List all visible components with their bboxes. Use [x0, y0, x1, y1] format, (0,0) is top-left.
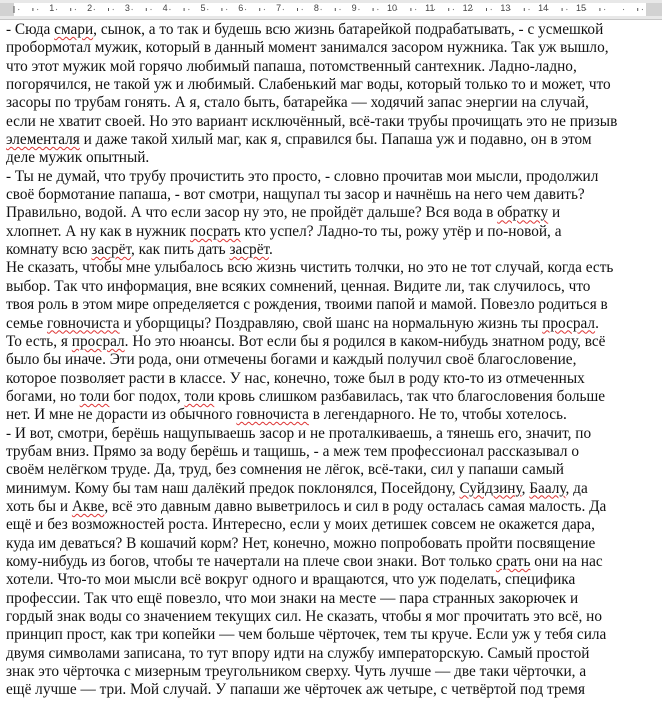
- ruler-number: 12: [462, 3, 473, 13]
- ruler-minor-dot: [18, 9, 19, 10]
- ruler-minor-dot: [132, 9, 133, 10]
- ruler-minor-dot: [264, 9, 265, 10]
- ruler-minor-dot: [339, 9, 340, 10]
- text-line: комнату всю засрёт, как пить дать засрёт.: [6, 241, 273, 259]
- ruler-number: 1: [49, 3, 55, 13]
- ruler-minor-dot: [321, 9, 322, 10]
- ruler-number: 4: [162, 3, 168, 13]
- ruler-number: 14: [538, 3, 549, 13]
- ruler-minor-dot: [623, 9, 624, 10]
- text-line: куда им деваться? В кошачий корм? Нет, конечно, можно попробовать пройти посвящение: [6, 534, 596, 552]
- spellcheck-flagged-word[interactable]: просрал: [71, 332, 125, 350]
- spellcheck-flagged-word[interactable]: срать: [495, 552, 531, 570]
- text-line: двумя символами записана, то тут впору идти на службу императорскую. Самый простой: [6, 644, 590, 662]
- text-line: хоть бы и Акве, всё это давным давно выветрилось и сил в роду осталась самая малость. Да: [6, 497, 607, 515]
- text-line: нет. И мне не дорасти из обычного говночиста в легендарного. Не то, чтобы хотелось.: [6, 406, 567, 424]
- ruler-number: 10: [386, 3, 398, 13]
- ruler-minor-dot: [169, 9, 170, 10]
- ruler-number: 11: [425, 3, 435, 13]
- spellcheck-flagged-word[interactable]: посрать: [189, 222, 241, 240]
- text-line: хлопнет. А ну как в нужник посрать кто успел? Ладно-то ты, рожу утёр и по-новой, а: [6, 222, 562, 240]
- text-line: Правильно, водой. А что если засор ну это, не пройдёт дальше? Вся вода в обратку и: [6, 204, 561, 222]
- text-line: погорячился, не такой уж и любимый. Слабенький маг воды, который только то и может, что: [6, 76, 611, 94]
- document-page[interactable]: [0, 20, 662, 705]
- spellcheck-flagged-word[interactable]: засрёт: [229, 241, 270, 259]
- ruler-minor-dot: [188, 9, 189, 10]
- ruler-minor-dot: [150, 9, 151, 10]
- ruler-minor-dot: [56, 9, 57, 10]
- text-line: своё бормотание папаша, - вот смотри, нащупал ты засор и начнёшь на него чем давить?: [6, 186, 585, 204]
- spellcheck-flagged-word[interactable]: смари: [54, 21, 94, 38]
- ruler-minor-dot: [642, 9, 643, 10]
- text-line: если не хватит своей. Но это вариант исключённый, всё-таки трубы прочищать это не призыв: [6, 112, 618, 130]
- ruler-minor-dot: [226, 9, 227, 10]
- text-line: хотели. Что-то мои мысли всё вокруг одного и вращаются, что уж поделать, специфика: [6, 571, 576, 589]
- spellcheck-flagged-word[interactable]: говночиста: [47, 314, 120, 332]
- text-line: кому-нибудь из богов, чтобы те начертали на плече свои знаки. Вот только срать они на нас: [6, 552, 603, 570]
- spellcheck-flagged-word[interactable]: обратку: [497, 204, 549, 222]
- text-line: пробормотал мужик, который в данный момент занимался засором нужника. Так уж вышло,: [6, 39, 609, 57]
- ruler-minor-dot: [245, 9, 246, 10]
- ruler-minor-dot: [75, 9, 76, 10]
- text-line: ещё лучше — три. Мой случай. У папаши же чёрточек аж четыре, с четвёртой под тремя: [6, 681, 585, 699]
- text-line: своём нелёгком труде. Да, труд, без сомнения не лёгок, всё-таки, сил у папаши самый: [6, 461, 564, 479]
- text-line: семье говночиста и уборщицы? Поздравляю, свой шанс на нормальную жизнь ты просрал.: [6, 314, 599, 332]
- ruler-number: 8: [313, 3, 319, 13]
- text-line: гордый знак воды со значением текущих сил. Не сказать, чтобы я мог прочитать это всё, но: [6, 608, 603, 625]
- text-line: трубам вниз. Прямо за воду берёшь и тащишь, - а меж тем профессионал рассказывал о: [6, 442, 579, 460]
- text-line: принцип прост, как три копейки — чем больше чёрточек, тем ты круче. Если уж у тебя сила: [6, 626, 607, 644]
- ruler-number: 9: [351, 3, 357, 13]
- text-line: элементаля и даже такой хилый маг, как я, справился бы. Папаша уж и подавно, он в этом: [6, 131, 592, 149]
- text-line: было бы иначе. Эти рода, они отмечены богами и каждый получил своё благословение,: [6, 351, 577, 369]
- text-line: твоя роль в этом мире определяется с рождения, твоими папой и мамой. Повезло родиться в: [6, 296, 608, 314]
- spellcheck-flagged-word[interactable]: просрал: [542, 314, 596, 332]
- text-line: деле мужик опытный.: [6, 149, 150, 167]
- ruler-minor-dot: [283, 9, 284, 10]
- ruler-minor-dot: [113, 9, 114, 10]
- text-line: выбор. Так что информация, вне всяких сомнений, ценная. Видите ли, так случилось, что: [6, 277, 591, 295]
- ruler-minor-dot: [302, 9, 303, 10]
- ruler-minor-dot: [453, 9, 454, 10]
- ruler-minor-dot: [94, 9, 95, 10]
- spellcheck-flagged-word[interactable]: Акве: [71, 497, 105, 515]
- spellcheck-flagged-word[interactable]: толи: [184, 387, 215, 405]
- document-body-text[interactable]: [6, 21, 656, 700]
- text-line: - Сюда смари, сынок, а то так и будешь всю жизнь батарейкой подрабатывать, - с усмешкой: [6, 21, 604, 38]
- ruler-minor-dot: [377, 9, 378, 10]
- ruler-minor-dot: [415, 9, 416, 10]
- spellcheck-flagged-word[interactable]: элементаля: [6, 131, 80, 149]
- ruler-number: 7: [276, 3, 282, 13]
- text-line: - Ты не думай, что трубу прочистить это просто, - словно прочитав мои мысли, продолжил: [6, 167, 599, 185]
- spellcheck-flagged-word[interactable]: говночиста: [236, 406, 309, 424]
- ruler-number: 2: [87, 3, 93, 13]
- ruler-number: 13: [500, 3, 511, 13]
- text-line: засоры по трубам гонять. А я, стало быть, батарейка — ходячий запас энергии на случай,: [6, 94, 589, 112]
- spellcheck-flagged-word[interactable]: толи: [79, 387, 110, 405]
- text-line: богами, но толи бог подох, толи кровь слишком разбавилась, так что благословения больше: [6, 387, 606, 405]
- text-line: Не сказать, чтобы мне улыбалось всю жизнь чистить толчки, но это не тот случай, когда есть: [6, 259, 614, 277]
- horizontal-ruler[interactable]: [0, 0, 662, 20]
- ruler-minor-dot: [528, 9, 529, 10]
- text-line: - И вот, смотри, берёшь нащупываешь засор и не проталкиваешь, а тянешь его, значит, по: [6, 424, 592, 442]
- spellcheck-flagged-word[interactable]: засрёт: [91, 241, 132, 259]
- spellcheck-flagged-word[interactable]: Суйдзину: [459, 479, 522, 497]
- text-line: что этот мужик мой горячо любимый папаша, потомственный сантехник. Ладно-ладно,: [6, 57, 577, 75]
- text-line: ещё и без возможностей роста. Интересно, если у моих детишек совсем не окажется дара,: [6, 516, 595, 534]
- ruler-minor-dot: [566, 9, 567, 10]
- ruler-number: 6: [238, 3, 244, 13]
- text-line: знак это чёрточка с мизерным треугольником сверху. Чуть лучше — две таки чёрточки, а: [6, 663, 587, 681]
- text-line: То есть, я просрал. Но это нюансы. Вот если бы я родился в каком-нибудь знатном роду, всё: [6, 332, 606, 350]
- ruler-number: 5: [200, 3, 206, 13]
- text-line: профессии. Так что ещё повезло, что мои знаки на месте — пара странных закорючек и: [6, 589, 579, 607]
- ruler-minor-dot: [37, 9, 38, 10]
- text-line: минимум. Кому бы там наш далёкий предок поклонялся, Посейдону, Суйдзину, Баалу, да: [6, 479, 588, 497]
- ruler-number: 15: [575, 3, 587, 13]
- ruler-number: 3: [124, 3, 130, 13]
- ruler-minor-dot: [604, 9, 605, 10]
- spellcheck-flagged-word[interactable]: Баалу: [529, 479, 566, 497]
- ruler-minor-dot: [207, 9, 208, 10]
- ruler-ticks: [0, 0, 662, 19]
- ruler-minor-dot: [491, 9, 492, 10]
- ruler-minor-dot: [358, 9, 359, 10]
- text-line: которое позволяет расти в классе. У нас, конечно, тоже был в роду кто-то из отмеченных: [6, 369, 585, 387]
